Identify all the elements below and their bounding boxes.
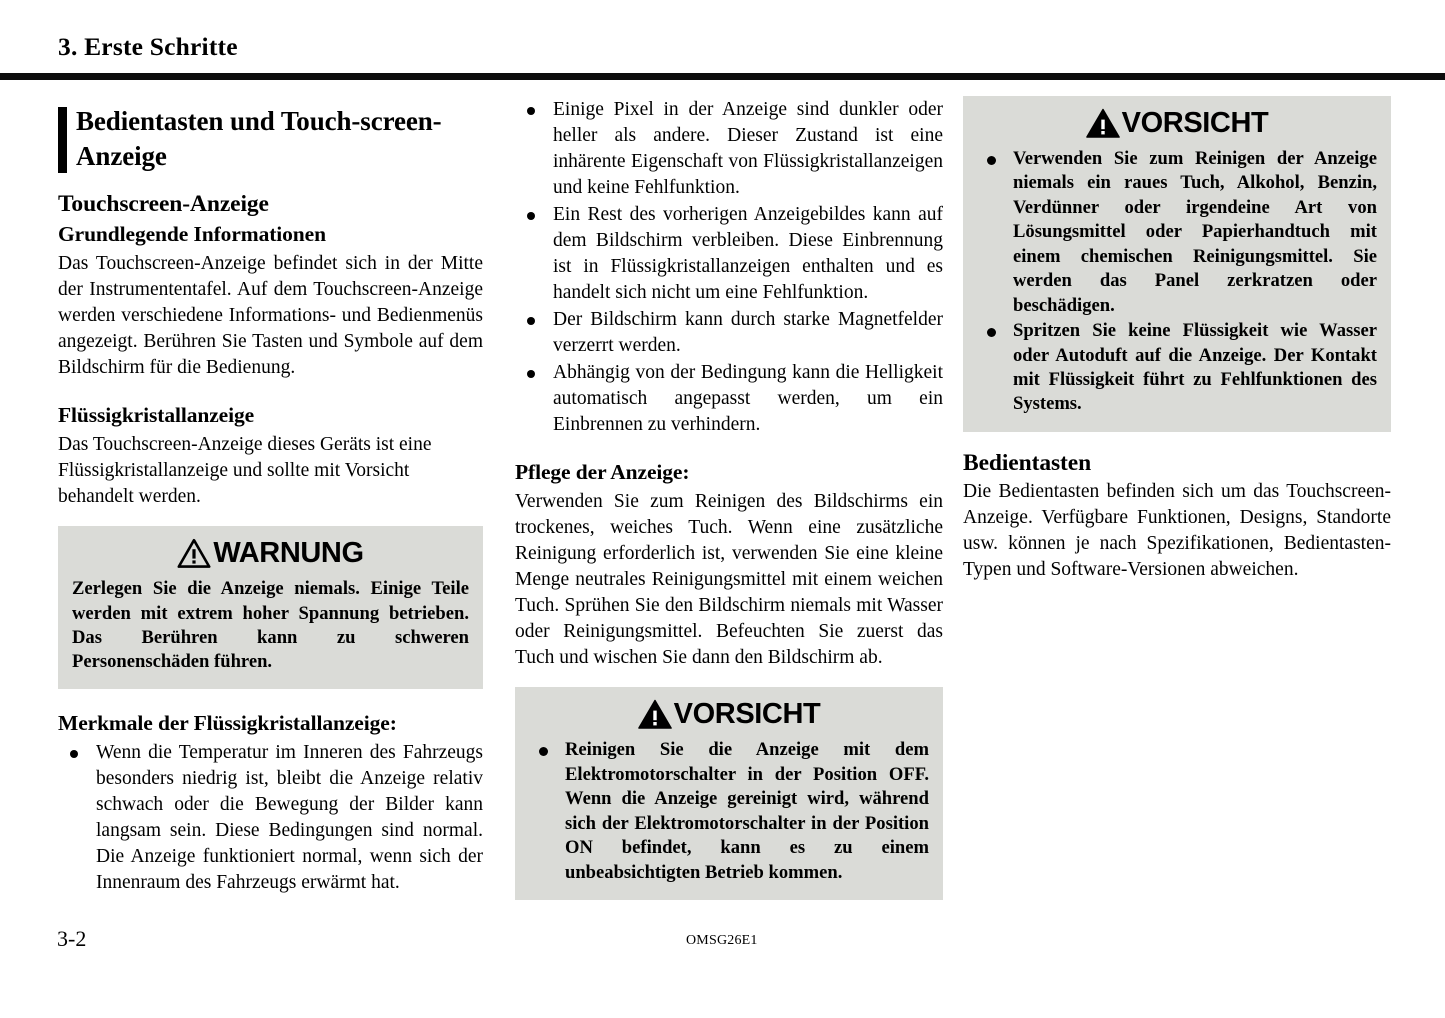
chapter-title: 3. Erste Schritte	[58, 32, 238, 61]
heading-merkmale-fluessigkristallanzeige: Merkmale der Flüssigkristallanzeige:	[58, 710, 397, 735]
document-code: OMSG26E1	[686, 933, 758, 948]
header-divider-rule	[0, 73, 1445, 80]
paragraph-bedientasten: Die Bedientasten befinden sich um das Touchscreen-Anzeige. Verfügbare Funktionen, Designs, Standorte usw. können je nach Spezifikationen, Bedientasten-Typen und Software-Versionen abweichen.	[963, 481, 1391, 581]
page-header	[0, 0, 1445, 82]
column-2	[515, 96, 943, 900]
section-marker-bar	[58, 107, 67, 173]
caution-label: VORSICHT	[1121, 107, 1269, 139]
list-item: Wenn die Temperatur im Inneren des Fahrzeugs besonders niedrig ist, bleibt die Anzeige relativ schwach oder die Bewegung der Bilder kann langsam sein. Diese Bedingungen sind normal. Die Anzeige funktioniert normal, wenn sich der Innenraum des Fahrzeugs erwärmt hat.	[58, 740, 483, 896]
section-title-block	[58, 104, 483, 173]
list-item: Abhängig von der Bedingung kann die Helligkeit automatisch angepasst werden, um ein Einbrennen zu verhindern.	[515, 360, 943, 438]
page-number: 3-2	[57, 926, 87, 951]
caution-box-header	[529, 699, 929, 730]
warning-box-header	[72, 538, 469, 569]
lcd-characteristics-bullet-list	[515, 97, 943, 438]
column-3	[963, 96, 1391, 585]
list-item: Reinigen Sie die Anzeige mit dem Elektromotorschalter in der Position OFF. Wenn die Anzeige gereinigt wird, während sich der Elektromotorschalter in der Position ON befindet, kann es zu einem unbeabsichtigten Betrieb kommen.	[529, 738, 929, 885]
caution-box-header	[977, 108, 1377, 139]
warning-triangle-outline-icon	[177, 538, 211, 569]
warning-box	[58, 526, 483, 689]
heading-grundlegende-informationen: Grundlegende Informationen	[58, 222, 326, 247]
column-1	[58, 96, 483, 897]
heading-touchscreen-anzeige: Touchscreen-Anzeige	[58, 191, 269, 218]
paragraph-pflege-der-anzeige: Verwenden Sie zum Reinigen des Bildschirms ein trockenes, weiches Tuch. Wenn eine zusätzliche Reinigung erforderlich ist, verwenden Sie eine kleine Menge neutrales Reinigungsmittel mit einem weichen Tuch. Sprühen Sie den Bildschirm niemals mit Wasser oder Reinigungsmittel. Befeuchten Sie zuerst das Tuch und wischen Sie dann den Bildschirm ab.	[515, 491, 943, 669]
caution-bullet-list	[529, 738, 929, 885]
caution-triangle-solid-icon	[638, 699, 672, 730]
list-item: Spritzen Sie keine Flüssigkeit wie Wasser oder Autoduft auf die Anzeige. Der Kontakt mit Flüssigkeit führt zu Fehlfunktionen des Systems.	[977, 319, 1377, 417]
list-item: Der Bildschirm kann durch starke Magnetfelder verzerrt werden.	[515, 307, 943, 359]
caution-box-column-3	[963, 96, 1391, 432]
page-columns	[0, 96, 1445, 956]
list-item: Einige Pixel in der Anzeige sind dunkler oder heller als andere. Dieser Zustand ist eine inhärente Eigenschaft von Flüssigkristallanzeigen und keine Fehlfunktion.	[515, 97, 943, 201]
warning-label: WARNUNG	[213, 537, 364, 570]
caution-label: VORSICHT	[673, 698, 821, 731]
warning-text: Zerlegen Sie die Anzeige niemals. Einige Teile werden mit extrem hoher Spannung betrieben. Das Berühren kann zu schweren Personenschäden führen.	[72, 578, 469, 673]
heading-bedientasten: Bedientasten	[963, 449, 1092, 476]
caution-bullet-list	[977, 147, 1377, 417]
heading-fluessigkristallanzeige: Flüssigkristallanzeige	[58, 403, 255, 428]
list-item: Verwenden Sie zum Reinigen der Anzeige niemals ein raues Tuch, Alkohol, Benzin, Verdünner oder irgendeine Art von Lösungsmittel oder Papierhandtuch mit einem chemischen Reinigungsmittel. Sie werden das Panel zerkratzen oder beschädigen.	[977, 147, 1377, 318]
caution-triangle-solid-icon	[1086, 108, 1120, 139]
paragraph-grundlegende-informationen: Das Touchscreen-Anzeige befindet sich in der Mitte der Instrumententafel. Auf dem Touchscreen-Anzeige werden verschiedene Informations- und Bedienmenüs angezeigt. Berühren Sie Tasten und Symbole auf dem Bildschirm für die Bedienung.	[58, 253, 483, 379]
paragraph-fluessigkristallanzeige: Das Touchscreen-Anzeige dieses Geräts ist eine Flüssigkristallanzeige und sollte mit Vorsicht behandelt werden.	[58, 434, 432, 508]
section-title: Bedientasten und Touch-screen-Anzeige	[76, 106, 442, 171]
features-bullet-list	[58, 740, 483, 896]
caution-box-column-2	[515, 687, 943, 900]
list-item: Ein Rest des vorherigen Anzeigebildes kann auf dem Bildschirm verbleiben. Diese Einbrennung ist in Flüssigkristallanzeigen enthalten und es handelt sich nicht um eine Fehlfunktion.	[515, 202, 943, 306]
heading-pflege-der-anzeige: Pflege der Anzeige:	[515, 460, 690, 485]
